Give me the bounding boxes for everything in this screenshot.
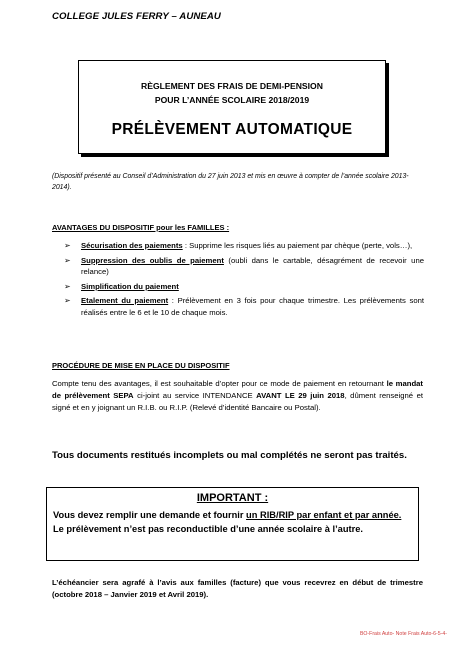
footer-reference: BO-Frais Auto- Note Frais Auto-6-5-4- [359, 631, 447, 637]
important-title: IMPORTANT : [196, 492, 269, 504]
advantages-heading: AVANTAGES DU DISPOSITIF pour les FAMILLES : [52, 223, 230, 232]
list-item [64, 281, 424, 293]
main-title: PRÉLÈVEMENT AUTOMATIQUE [111, 121, 353, 138]
important-line-2: Le prélèvement n’est pas reconductible d’une année scolaire à l’autre. [53, 523, 364, 534]
title-line-1: RÈGLEMENT DES FRAIS DE DEMI-PENSION [141, 81, 323, 91]
incomplete-warning: Tous documents restitués incomplets ou mal complétés ne seront pas traités. [52, 450, 407, 461]
item-label: Etalement du paiement [81, 296, 169, 305]
procedure-text-3: , dûment renseigné et signé et en y joignant un R.I.B. ou R.I.P. (Relevé d’identité Bancaire ou Postal). [52, 391, 423, 412]
list-item [64, 255, 424, 278]
procedure-text-2: ci-joint au service INTENDANCE [133, 391, 257, 400]
schedule-note: L’échéancier sera agrafé à l’avis aux familles (facture) que vous recevrez en début de trimestre (octobre 2018 – Janvier 2019 et Avril 2019). [52, 578, 423, 599]
arrow-bullet-icon: ➢ [64, 296, 71, 305]
arrow-bullet-icon: ➢ [64, 255, 71, 265]
item-text: : Prélèvement en 3 fois pour chaque trimestre. Les prélèvements sont réalisés entre le 6 et le 10 de chaque mois. [81, 296, 424, 317]
important-box [46, 487, 419, 561]
item-text: (oubli dans le cartable, désagrément de recevoir une relance) [81, 255, 424, 276]
title-box [78, 60, 386, 154]
arrow-bullet-icon: ➢ [64, 241, 71, 250]
important-line-1 [53, 509, 412, 523]
school-name: COLLEGE JULES FERRY – AUNEAU [52, 11, 221, 22]
arrow-bullet-icon: ➢ [64, 281, 71, 291]
sepa-mandate-text: le mandat de prélèvement SEPA [52, 379, 423, 400]
important-text-1a: Vous devez remplir une demande et fournir [53, 510, 247, 520]
important-text-1b: un RIB/RIP par enfant et par année. [246, 510, 402, 520]
procedure-heading: PROCÉDURE DE MISE EN PLACE DU DISPOSITIF [52, 361, 230, 370]
board-note: (Dispositif présenté au Conseil d’Administration du 27 juin 2013 et mis en œuvre à compter de l’année scolaire 2013-2014). [52, 173, 409, 191]
item-text: : Supprime les risques liés au paiement par chèque (perte, vols…), [182, 241, 413, 250]
deadline-text: AVANT LE 29 juin 2018 [256, 391, 345, 400]
list-item [64, 295, 424, 318]
title-line-2: POUR L’ANNÉE SCOLAIRE 2018/2019 [154, 95, 310, 105]
advantages-list [64, 240, 424, 321]
item-label: Simplification du paiement [81, 281, 179, 291]
list-item [64, 240, 424, 252]
item-label: Sécurisation des paiements [81, 241, 183, 250]
procedure-paragraph [52, 378, 423, 414]
item-label: Suppression des oublis de paiement [81, 255, 224, 265]
procedure-text-1: Compte tenu des avantages, il est souhaitable d’opter pour ce mode de paiement en retournant [52, 379, 387, 388]
